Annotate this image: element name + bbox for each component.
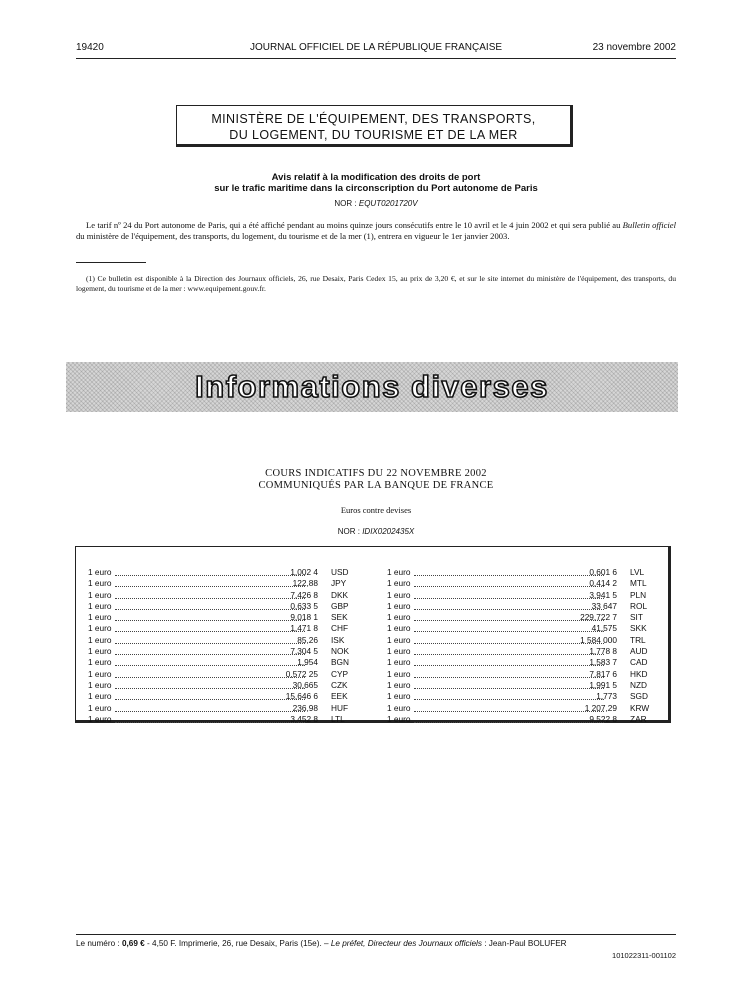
cours-subtitle: Euros contre devises [340,505,412,515]
imprint-director-title: Le préfet, Directeur des Journaux officiels [330,939,482,948]
footer-divider [76,934,676,935]
rate-unit: 1 euro [88,612,112,623]
rate-unit: 1 euro [387,679,411,690]
rate-unit: 1 euro [88,589,112,600]
rate-currency: TRL [630,634,646,645]
imprint-prefix: Le numéro : [76,939,122,948]
rate-row [387,703,665,714]
rate-value: 1,583 7 [589,657,617,668]
rate-row [88,601,366,612]
ministry-line-2: DU LOGEMENT, DU TOURISME ET DE LA MER [229,128,518,142]
rate-currency: KRW [630,702,650,713]
rate-currency: BGN [331,657,349,668]
rate-currency: SKK [630,623,647,634]
avis-nor-code: EQUT0201720V [358,199,418,208]
rate-value: 1,954 [297,657,318,668]
rate-currency: ISK [331,634,345,645]
imprint-price: 0,69 € [121,939,145,948]
rate-currency: CYP [331,668,349,679]
rate-value: 85,26 [297,634,318,645]
rate-value: 1 207,29 [584,702,617,713]
dot-leader [115,654,305,655]
rate-unit: 1 euro [88,691,112,702]
rate-unit: 1 euro [387,589,411,600]
rate-value: 15,646 6 [285,691,318,702]
rate-row [387,601,665,612]
rate-row [88,635,366,646]
rate-value: 1,471 8 [290,623,318,634]
rate-currency: SIT [630,612,643,623]
avis-title [76,172,676,194]
rate-unit: 1 euro [387,702,411,713]
avis-nor [76,199,676,208]
rate-unit: 1 euro [88,623,112,634]
rate-row [387,612,665,623]
issue-date: 23 novembre 2002 [592,42,676,53]
rate-unit: 1 euro [387,634,411,645]
dot-leader [414,677,604,678]
avis-body-italic: Bulletin officiel [622,220,676,230]
rate-unit: 1 euro [88,578,112,589]
rate-currency: EEK [331,691,348,702]
imprint-middle: - 4,50 F. Imprimerie, 26, rue Desaix, Paris (15e). – [144,939,331,948]
rate-unit: 1 euro [387,600,411,611]
dot-leader [115,575,305,576]
rate-row [88,612,366,623]
rate-value: 0,601 6 [589,567,617,577]
dot-leader [115,665,305,666]
dot-leader [115,631,305,632]
rate-row [387,567,665,578]
rate-unit: 1 euro [88,668,112,679]
rate-row [387,714,665,725]
dot-leader [115,688,305,689]
section-banner-title: Informations diverses [195,369,549,404]
rate-value: 3,941 5 [589,589,617,600]
dot-leader [414,609,604,610]
avis-title-line-2: sur le trafic maritime dans la circonscription du Port autonome de Paris [214,183,538,194]
dot-leader [115,609,305,610]
ministry-heading-box [176,105,573,147]
rate-currency: AUD [630,646,648,657]
rate-unit: 1 euro [387,668,411,679]
cours-title-line-1: COURS INDICATIFS DU 22 NOVEMBRE 2002 [265,468,487,479]
rate-value: 1,778 8 [589,646,617,657]
rate-value: 1,002 4 [290,567,318,577]
rate-row [88,578,366,589]
dot-leader [115,699,305,700]
rate-value: 7,304 5 [290,646,318,657]
rate-value: 7,426 8 [290,589,318,600]
rate-value: 0,414 2 [589,578,617,589]
page-header [76,42,676,56]
rate-value: 30,665 [292,679,318,690]
rate-unit: 1 euro [88,646,112,657]
rate-currency: NZD [630,679,648,690]
footnote-divider [76,262,146,263]
rate-value: 0,572 25 [285,668,318,679]
dot-leader [115,620,305,621]
rate-unit: 1 euro [387,713,411,724]
dot-leader [414,699,604,700]
rate-currency: SEK [331,612,348,623]
rate-currency: ROL [630,600,648,611]
imprint-director-name: : Jean-Paul BOLUFER [481,939,567,948]
rate-row [387,578,665,589]
rate-value: 1 584 000 [580,634,617,645]
rate-row [88,646,366,657]
rate-unit: 1 euro [387,657,411,668]
cours-title [76,468,676,492]
rate-unit: 1 euro [387,612,411,623]
cours-nor-code: IDIX0202435X [362,527,415,536]
dot-leader [414,643,604,644]
ministry-line-1: MINISTÈRE DE L'ÉQUIPEMENT, DES TRANSPORTS, [211,112,536,126]
rate-value: 9,018 1 [290,612,318,623]
rate-currency: NOK [331,646,349,657]
document-reference: 101022311-001102 [612,951,676,960]
rate-row [387,680,665,691]
avis-body-part-2: du ministère de l'équipement, des transports, du logement, du tourisme et de la mer (1), entrera en vigueur le 1er janvier 2003. [76,230,510,241]
cours-nor [76,527,676,536]
rate-value: 122,88 [292,578,318,589]
rate-unit: 1 euro [88,702,112,713]
cours-nor-label: NOR : [337,527,360,536]
rate-unit: 1 euro [387,567,411,577]
rate-currency: HUF [331,702,349,713]
dot-leader [414,688,604,689]
rate-value: 0,633 5 [290,600,318,611]
rate-value: 229,722 7 [580,612,617,623]
dot-leader [414,665,604,666]
dot-leader [414,711,604,712]
dot-leader [115,643,305,644]
exchange-rates-table [75,546,671,723]
rate-row [387,623,665,634]
dot-leader [115,677,305,678]
rate-unit: 1 euro [88,713,112,724]
rate-currency: JPY [331,578,347,589]
cours-title-line-2: COMMUNIQUÉS PAR LA BANQUE DE FRANCE [258,480,494,491]
dot-leader [414,654,604,655]
rate-unit: 1 euro [88,634,112,645]
rate-value: 41,575 [591,623,617,634]
rate-row [88,657,366,668]
rate-row [387,691,665,702]
dot-leader [115,598,305,599]
rate-currency: SGD [630,691,648,702]
rate-row [88,669,366,680]
rate-row [387,669,665,680]
rate-value: 1,773 [596,691,617,702]
dot-leader [414,575,604,576]
page-number: 19420 [76,42,104,53]
rate-unit: 1 euro [387,691,411,702]
rate-value: 9,522 8 [589,713,617,724]
rate-value: 7,817 6 [589,668,617,679]
avis-body-part-1: Le tarif nº 24 du Port autonome de Paris, qui a été affiché pendant au moins quinze jours consécutifs entre le 10 avril et le 4 juin 2002 et qui sera publié au [86,220,623,230]
rate-row [387,590,665,601]
rate-row [88,567,366,578]
rate-row [88,691,366,702]
rate-currency: CHF [331,623,349,634]
rate-unit: 1 euro [387,623,411,634]
rates-column-right [387,567,665,725]
rate-unit: 1 euro [88,657,112,668]
rate-row [387,646,665,657]
rate-currency: LVL [630,567,645,577]
dot-leader [414,631,604,632]
rate-row [88,680,366,691]
journal-title: JOURNAL OFFICIEL DE LA RÉPUBLIQUE FRANÇAISE [249,42,503,53]
rate-currency: GBP [331,600,349,611]
rate-row [387,657,665,668]
imprint-line [76,938,676,949]
rate-currency: PLN [630,589,647,600]
dot-leader [414,620,604,621]
avis-footnote: (1) Ce bulletin est disponible à la Direction des Journaux officiels, 26, rue Desaix, Paris Cedex 15, au prix de 3,20 €, et sur le site internet du ministère de l'équipement, des transports, du logement, du tourisme et de la mer : www.equipement.gouv.fr. [76,274,676,293]
dot-leader [115,711,305,712]
rate-currency: DKK [331,589,349,600]
dot-leader [414,598,604,599]
rate-currency: USD [331,567,349,577]
avis-body [76,220,676,241]
rate-currency: ZAR [630,713,647,724]
rate-unit: 1 euro [88,567,112,577]
dot-leader [115,586,305,587]
rate-currency: LTL [331,713,345,724]
rate-currency: CZK [331,679,348,690]
dot-leader [414,586,604,587]
avis-title-line-1: Avis relatif à la modification des droits de port [271,172,481,183]
rate-unit: 1 euro [88,679,112,690]
rate-row [88,714,366,725]
rate-row [88,703,366,714]
rates-column-left [88,567,366,725]
rate-currency: HKD [630,668,648,679]
rate-value: 1,991 5 [589,679,617,690]
rate-currency: CAD [630,657,648,668]
rate-unit: 1 euro [88,600,112,611]
dot-leader [414,722,604,723]
dot-leader [115,722,305,723]
rate-value: 3,452 8 [290,713,318,724]
rate-value: 33 647 [591,600,617,611]
rate-value: 236,98 [292,702,318,713]
rate-unit: 1 euro [387,578,411,589]
rate-row [88,590,366,601]
rate-row [387,635,665,646]
rate-currency: MTL [630,578,647,589]
rate-unit: 1 euro [387,646,411,657]
header-divider [76,58,676,59]
rate-row [88,623,366,634]
avis-nor-label: NOR : [334,199,357,208]
